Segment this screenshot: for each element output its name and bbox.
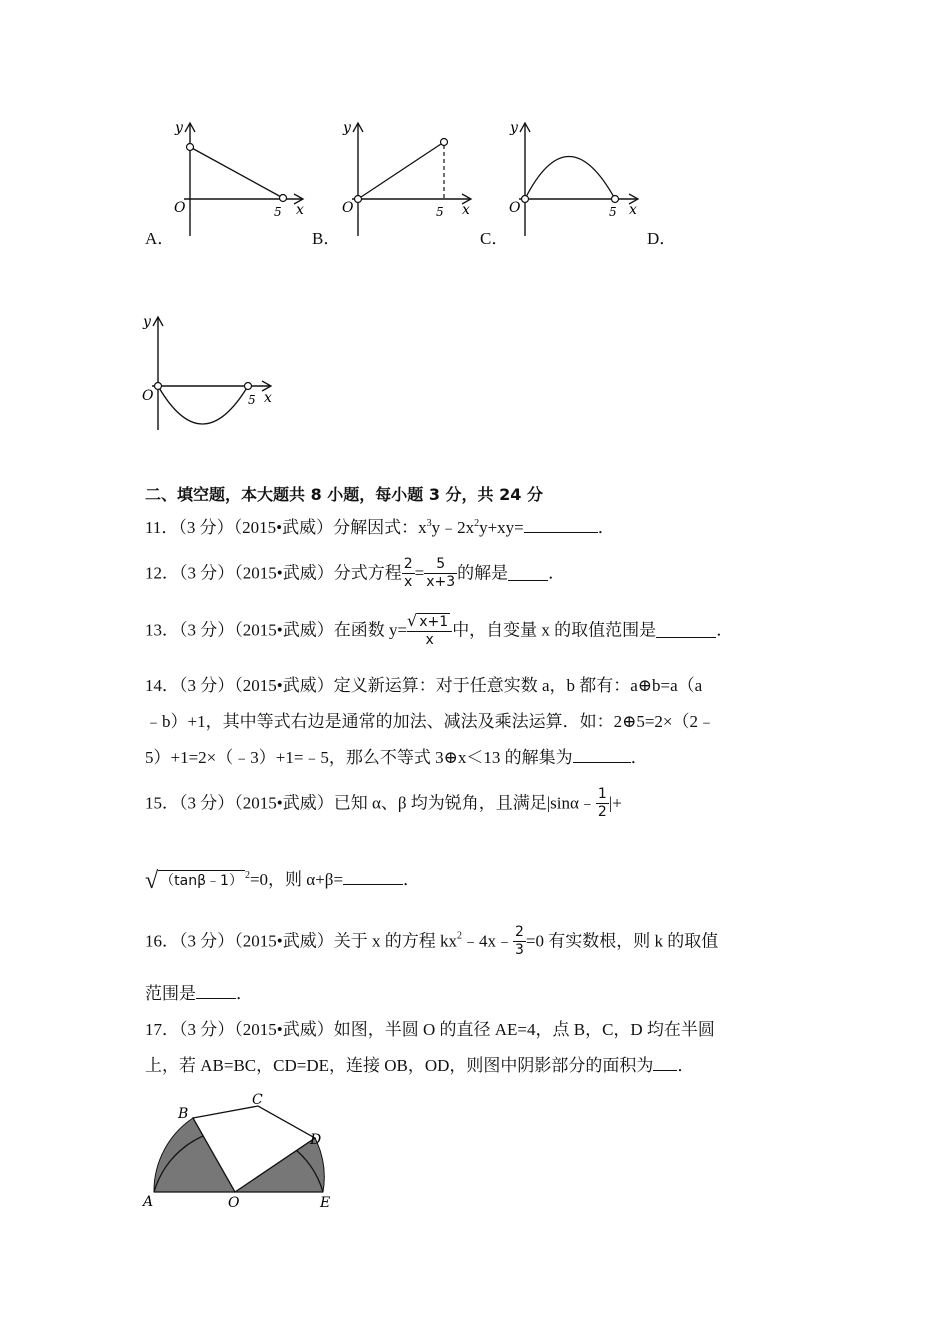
question-14-line-1: 14．（3 分）（2015•武威）定义新运算：对于任意实数 a，b 都有：a⊕b=a（a — [145, 676, 703, 695]
y-axis-label: y — [143, 314, 151, 330]
point-a-label: A — [143, 1194, 154, 1210]
question-17-line-2: 上，若 AB=BC，CD=DE，连接 OB，OD，则图中阴影部分的面积为 ． — [145, 1056, 695, 1075]
origin-label: O — [174, 200, 186, 216]
origin-label: O — [509, 200, 521, 216]
question-13: 13．（3 分）（2015•武威）在函数 y= $\frac{√ x+1}{x}$ 中，自变量 x 的取值范围是 ． — [145, 611, 734, 648]
answer-blank[interactable] — [343, 870, 403, 885]
x-axis-label: x — [296, 202, 304, 218]
option-c-label: C． — [480, 229, 509, 248]
answer-blank[interactable] — [196, 984, 236, 999]
option-a-label: A． — [145, 229, 175, 248]
answer-blank[interactable] — [656, 623, 716, 638]
question-11: 11．（3 分）（2015•武威）分解因式：$x^3y﹣2x^2y+xy=$ ． — [145, 518, 615, 537]
answer-blank[interactable] — [524, 518, 598, 533]
section-title: 二、填空题，本大题共 8 小题，每小题 3 分，共 24 分 — [145, 485, 543, 504]
x-axis-label: x — [462, 202, 470, 218]
question-15-line-1: 15．（3 分）（2015•武威）已知 α、β 均为锐角，且满足|sinα﹣ $\frac{1}{2}$ |+ — [145, 786, 622, 820]
point-d-label: D — [310, 1132, 322, 1148]
graph-option-a — [170, 118, 310, 238]
point-c-label: C — [252, 1092, 263, 1108]
answer-blank[interactable] — [508, 566, 548, 581]
point-e-label: E — [320, 1195, 331, 1211]
x-axis-label: x — [629, 202, 637, 218]
semicircle-figure — [140, 1088, 350, 1212]
question-17-line-1: 17．（3 分）（2015•武威）如图，半圆 O 的直径 AE=4，点 B，C，D 均在半圆 — [145, 1020, 715, 1039]
y-axis-label: y — [175, 120, 183, 136]
question-15-line-2: √ （tanβ﹣1） $^2$=0，则 α+β= ． — [145, 868, 421, 895]
origin-label: O — [342, 200, 354, 216]
tick-five-label: 5 — [248, 393, 256, 407]
center-o-label: O — [228, 1195, 240, 1211]
question-16-line-1: 16．（3 分）（2015•武威）关于 x 的方程 $kx^2﹣4x﹣$ $\frac{2}{3}$ =0 有实数根，则 k 的取值 — [145, 924, 719, 958]
y-axis-label: y — [510, 120, 518, 136]
question-12: 12．（3 分）（2015•武威）分式方程 $\frac{2}{x}$ = $\frac{5}{x+3}$ 的解是 ． — [145, 556, 566, 590]
point-b-label: B — [178, 1106, 189, 1122]
question-14-line-3: 5）+1=2×（﹣3）+1=﹣5，那么不等式 3⊕x＜13 的解集为 ． — [145, 748, 648, 767]
tick-five-label: 5 — [609, 205, 617, 219]
answer-blank[interactable] — [573, 748, 631, 763]
answer-blank[interactable] — [653, 1056, 677, 1071]
tick-five-label: 5 — [274, 205, 282, 219]
question-14-line-2: ﹣b）+1，其中等式右边是通常的加法、减法及乘法运算．如：2⊕5=2×（2﹣ — [145, 712, 716, 731]
graph-option-c — [505, 118, 645, 238]
option-b-label: B． — [312, 229, 341, 248]
origin-label: O — [142, 388, 154, 404]
x-axis-label: x — [264, 390, 272, 406]
option-d-label: D． — [647, 229, 677, 248]
tick-five-label: 5 — [436, 205, 444, 219]
graph-option-d — [138, 312, 288, 434]
question-16-line-2: 范围是 ． — [145, 984, 253, 1003]
graph-option-b — [338, 118, 478, 238]
y-axis-label: y — [343, 120, 351, 136]
